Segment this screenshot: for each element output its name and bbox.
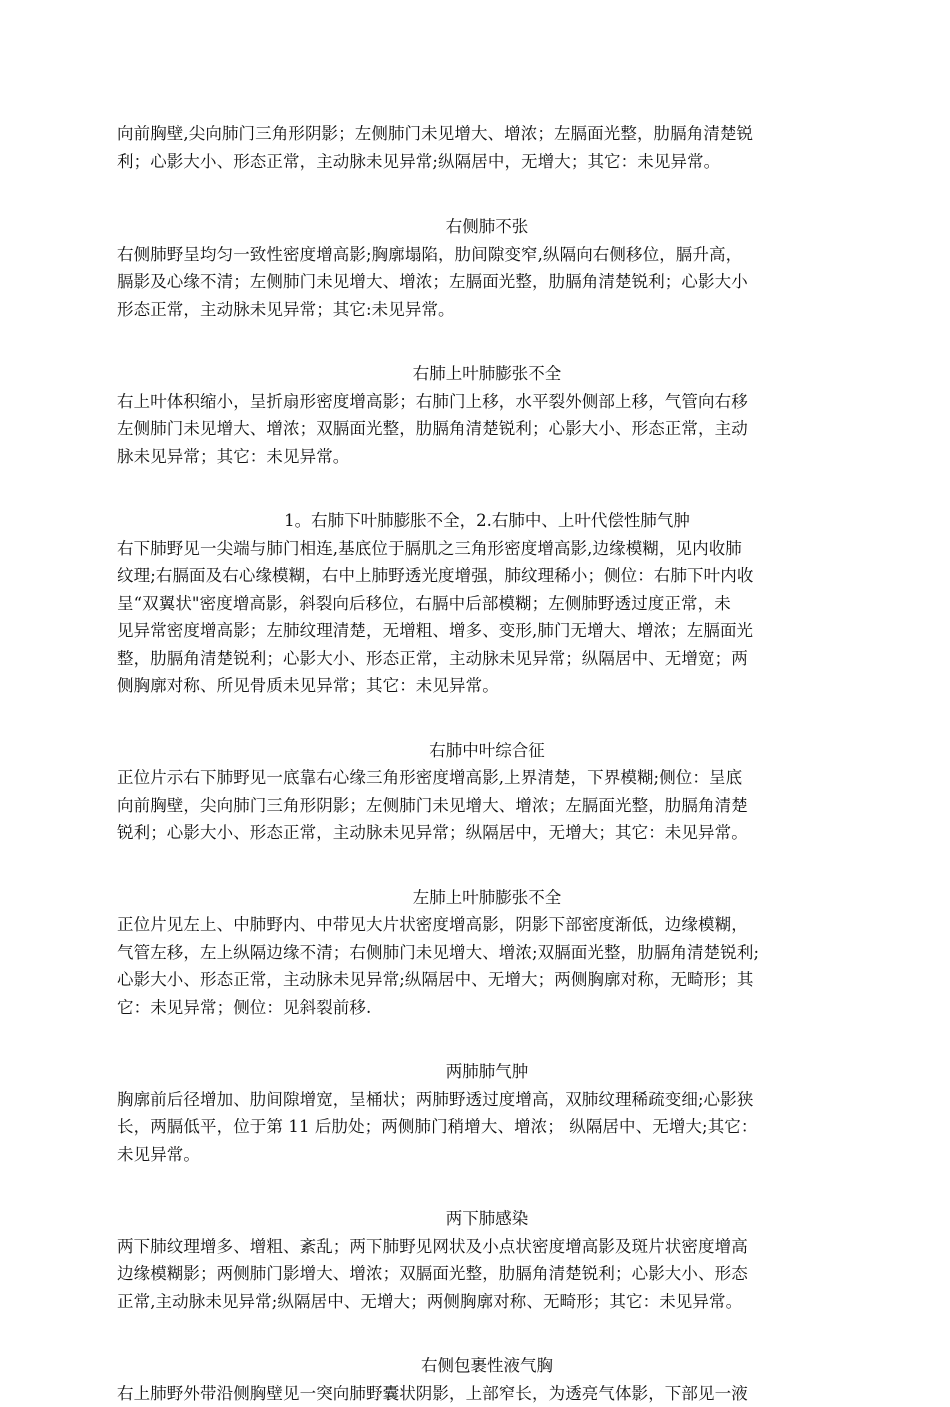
paragraph-line: 见异常密度增高影；左肺纹理清楚，无增粗、增多、变形,肺门无增大、增浓；左膈面光 [117, 617, 857, 645]
paragraph-line: 心影大小、形态正常，主动脉未见异常;纵隔居中、无增大；两侧胸廓对称，无畸形；其 [117, 966, 857, 994]
paragraph-line: 脉未见异常；其它：未见异常。 [117, 443, 857, 471]
paragraph-line: 整，肋膈角清楚锐利；心影大小、形态正常，主动脉未见异常；纵隔居中、无增宽；两 [117, 645, 857, 673]
paragraph-line: 正常,主动脉未见异常;纵隔居中、无增大；两侧胸廓对称、无畸形；其它：未见异常。 [117, 1288, 857, 1316]
section-title: 左肺上叶肺膨张不全 [117, 884, 857, 912]
paragraph-line: 未见异常。 [117, 1141, 857, 1169]
document-page [117, 120, 857, 1407]
section-title: 右肺上叶肺膨张不全 [117, 360, 857, 388]
paragraph-line: 膈影及心缘不清；左侧肺门未见增大、增浓；左膈面光整，肋膈角清楚锐利；心影大小 [117, 268, 857, 296]
section-right-lower-lobe [117, 507, 857, 700]
section-right-upper-lobe [117, 360, 857, 470]
section-title: 右肺中叶综合征 [117, 737, 857, 765]
paragraph-line: 向前胸壁,尖向肺门三角形阴影；左侧肺门未见增大、增浓；左膈面光整，肋膈角清楚锐 [117, 120, 857, 148]
paragraph-line: 左侧肺门未见增大、增浓；双膈面光整，肋膈角清楚锐利；心影大小、形态正常，主动 [117, 415, 857, 443]
paragraph-line: 边缘模糊影；两侧肺门影增大、增浓；双膈面光整，肋膈角清楚锐利；心影大小、形态 [117, 1260, 857, 1288]
paragraph-line: 胸廓前后径增加、肋间隙增宽，呈桶状；两肺野透过度增高，双肺纹理稀疏变细;心影狭 [117, 1086, 857, 1114]
paragraph-line: 右侧肺野呈均匀一致性密度增高影;胸廓塌陷，肋间隙变窄,纵隔向右侧移位，膈升高， [117, 241, 857, 269]
section-title: 右侧包裹性液气胸 [117, 1352, 857, 1380]
paragraph-line: 它：未见异常；侧位：见斜裂前移. [117, 994, 857, 1022]
section-title: 右侧肺不张 [117, 213, 857, 241]
section-right-middle-lobe-syndrome [117, 737, 857, 847]
paragraph-line: 利；心影大小、形态正常，主动脉未见异常;纵隔居中，无增大；其它：未见异常。 [117, 148, 857, 176]
section-encapsulated-hydropneumothorax [117, 1352, 857, 1407]
paragraph-line: 长，两膈低平，位于第 11 后肋处；两侧肺门稍增大、增浓； 纵隔居中、无增大;其它： [117, 1113, 857, 1141]
section-left-upper-lobe [117, 884, 857, 1022]
paragraph-line: 右上叶体积缩小，呈折扇形密度增高影；右肺门上移，水平裂外侧部上移，气管向右移 [117, 388, 857, 416]
paragraph-line: 正位片示右下肺野见一底靠右心缘三角形密度增高影,上界清楚，下界模糊;侧位：呈底 [117, 764, 857, 792]
paragraph-line: 气管左移，左上纵隔边缘不清；右侧肺门未见增大、增浓;双膈面光整，肋膈角清楚锐利; [117, 939, 857, 967]
paragraph-line: 右上肺野外带沿侧胸壁见一突向肺野囊状阴影，上部窄长，为透亮气体影，下部见一液 [117, 1380, 857, 1407]
section-lower-lung-infection [117, 1205, 857, 1315]
intro-paragraph [117, 120, 857, 175]
section-right-lung-atelectasis [117, 213, 857, 323]
paragraph-line: 呈“双翼状"密度增高影，斜裂向后移位，右膈中后部模糊；左侧肺野透过度正常，未 [117, 590, 857, 618]
paragraph-line: 向前胸壁，尖向肺门三角形阴影；左侧肺门未见增大、增浓；左膈面光整，肋膈角清楚 [117, 792, 857, 820]
section-title: 1。右肺下叶肺膨胀不全，2.右肺中、上叶代偿性肺气肿 [117, 507, 857, 535]
paragraph-line: 形态正常，主动脉未见异常；其它:未见异常。 [117, 296, 857, 324]
paragraph-line: 右下肺野见一尖端与肺门相连,基底位于膈肌之三角形密度增高影,边缘模糊，见内收肺 [117, 535, 857, 563]
section-title: 两肺肺气肿 [117, 1058, 857, 1086]
paragraph-line: 锐利；心影大小、形态正常，主动脉未见异常；纵隔居中，无增大；其它：未见异常。 [117, 819, 857, 847]
paragraph-line: 纹理;右膈面及右心缘模糊，右中上肺野透光度增强，肺纹理稀小；侧位：右肺下叶内收 [117, 562, 857, 590]
section-title: 两下肺感染 [117, 1205, 857, 1233]
paragraph-line: 侧胸廓对称、所见骨质未见异常；其它：未见异常。 [117, 672, 857, 700]
section-emphysema [117, 1058, 857, 1168]
paragraph-line: 正位片见左上、中肺野内、中带见大片状密度增高影，阴影下部密度渐低，边缘模糊， [117, 911, 857, 939]
paragraph-line: 两下肺纹理增多、增粗、紊乱；两下肺野见网状及小点状密度增高影及斑片状密度增高 [117, 1233, 857, 1261]
